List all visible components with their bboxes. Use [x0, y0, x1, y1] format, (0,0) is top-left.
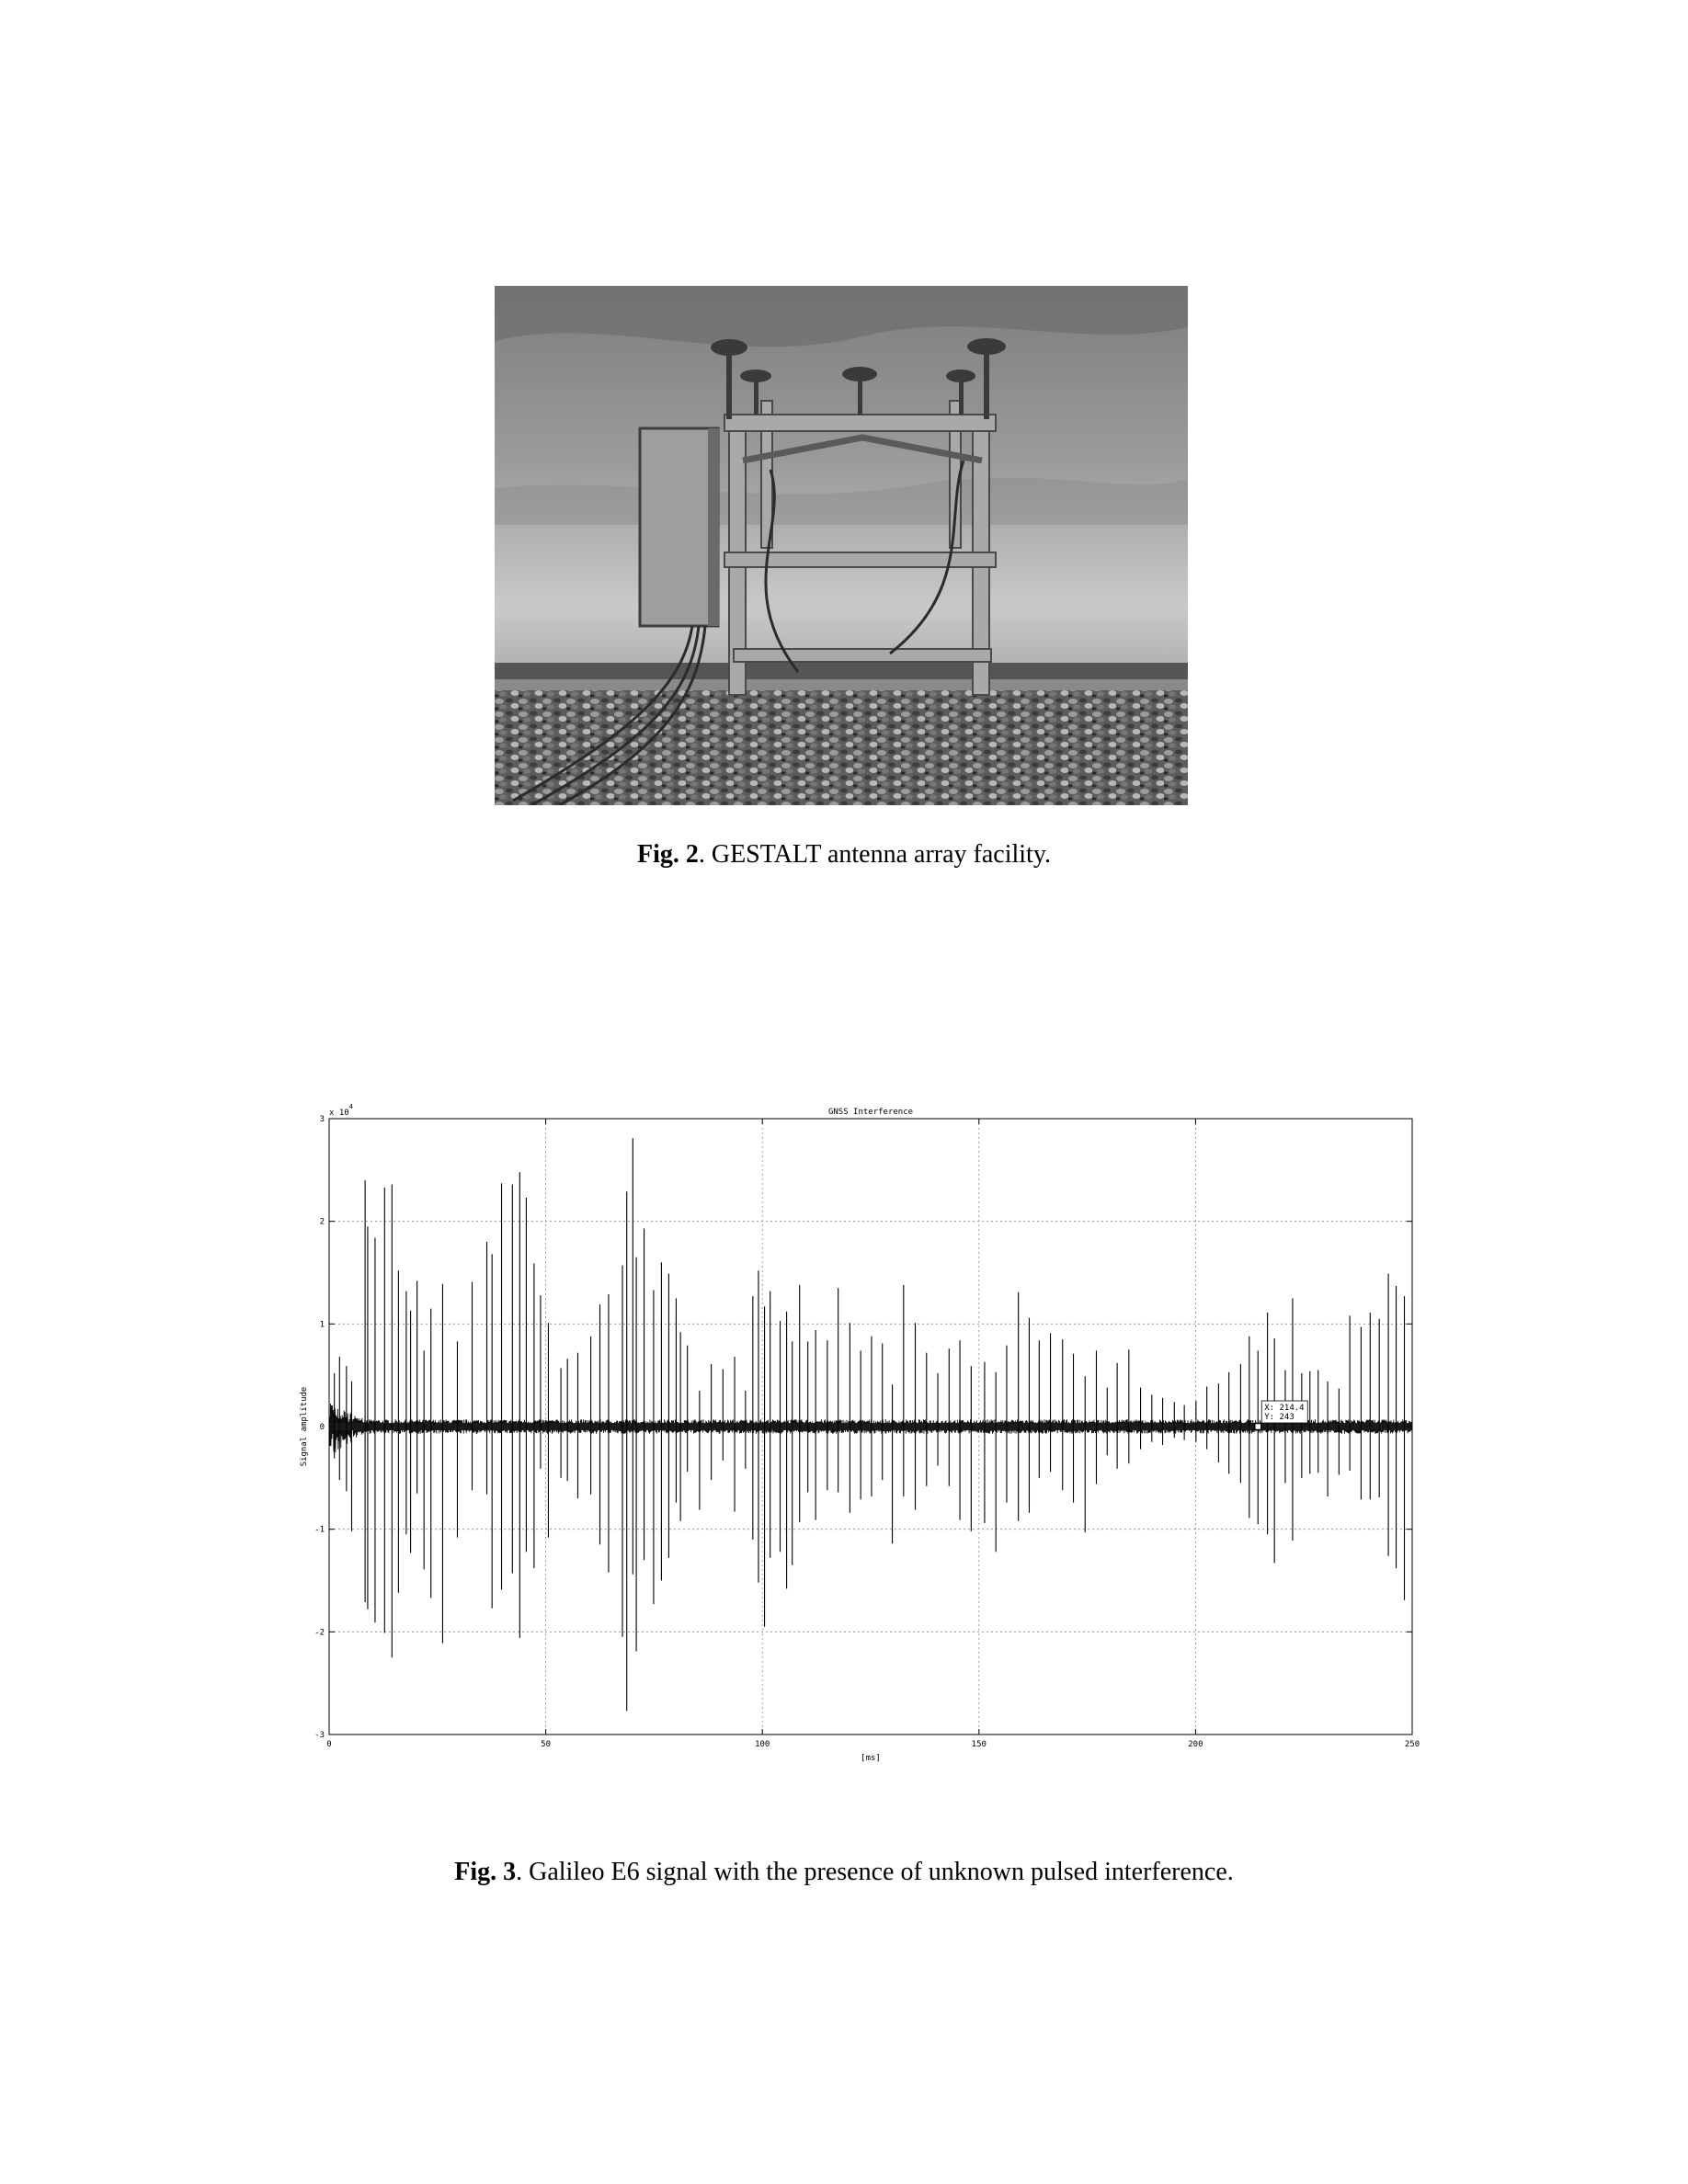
- figure-2-caption: [0, 839, 1688, 870]
- antenna-array-photo: [495, 286, 1188, 805]
- gnss-interference-chart: [292, 1098, 1423, 1779]
- figure-3-caption-label: Fig. 3: [454, 1858, 517, 1886]
- x-axis-label: [ms]: [861, 1754, 881, 1763]
- y-tick-label: 2: [319, 1217, 325, 1227]
- axis-ticks: [314, 1115, 1420, 1749]
- y-tick-label: 1: [319, 1320, 325, 1330]
- y-axis-exponent: [329, 1103, 353, 1118]
- y-tick-label: -3: [314, 1731, 325, 1740]
- y-axis-exponent-base: x 10: [329, 1109, 349, 1118]
- figure-3-caption: [0, 1857, 1688, 1888]
- data-cursor-y: Y: 243: [1264, 1413, 1295, 1422]
- x-tick-label: 100: [755, 1740, 770, 1749]
- data-cursor-marker[interactable]: [1255, 1424, 1261, 1430]
- y-tick-label: -1: [314, 1525, 325, 1535]
- data-cursor-x: X: 214.4: [1264, 1404, 1305, 1413]
- y-axis-label: Signal amplitude: [300, 1386, 309, 1467]
- chart-title: GNSS Interference: [827, 1108, 914, 1117]
- x-tick-label: 50: [541, 1740, 552, 1749]
- figure-3-caption-text: . Galileo E6 signal with the presence of unknown pulsed interference.: [516, 1858, 1234, 1886]
- figure-2-caption-label: Fig. 2: [636, 840, 699, 869]
- x-tick-label: 150: [971, 1740, 987, 1749]
- y-tick-label: -2: [314, 1628, 325, 1638]
- figure-2-caption-text: . GESTALT antenna array facility.: [698, 840, 1052, 869]
- x-tick-label: 0: [326, 1740, 332, 1749]
- y-tick-label: 0: [319, 1423, 325, 1432]
- x-tick-label: 250: [1404, 1740, 1420, 1749]
- y-tick-label: 3: [319, 1115, 325, 1124]
- y-axis-exponent-power: 4: [348, 1103, 353, 1110]
- x-tick-label: 200: [1188, 1740, 1203, 1749]
